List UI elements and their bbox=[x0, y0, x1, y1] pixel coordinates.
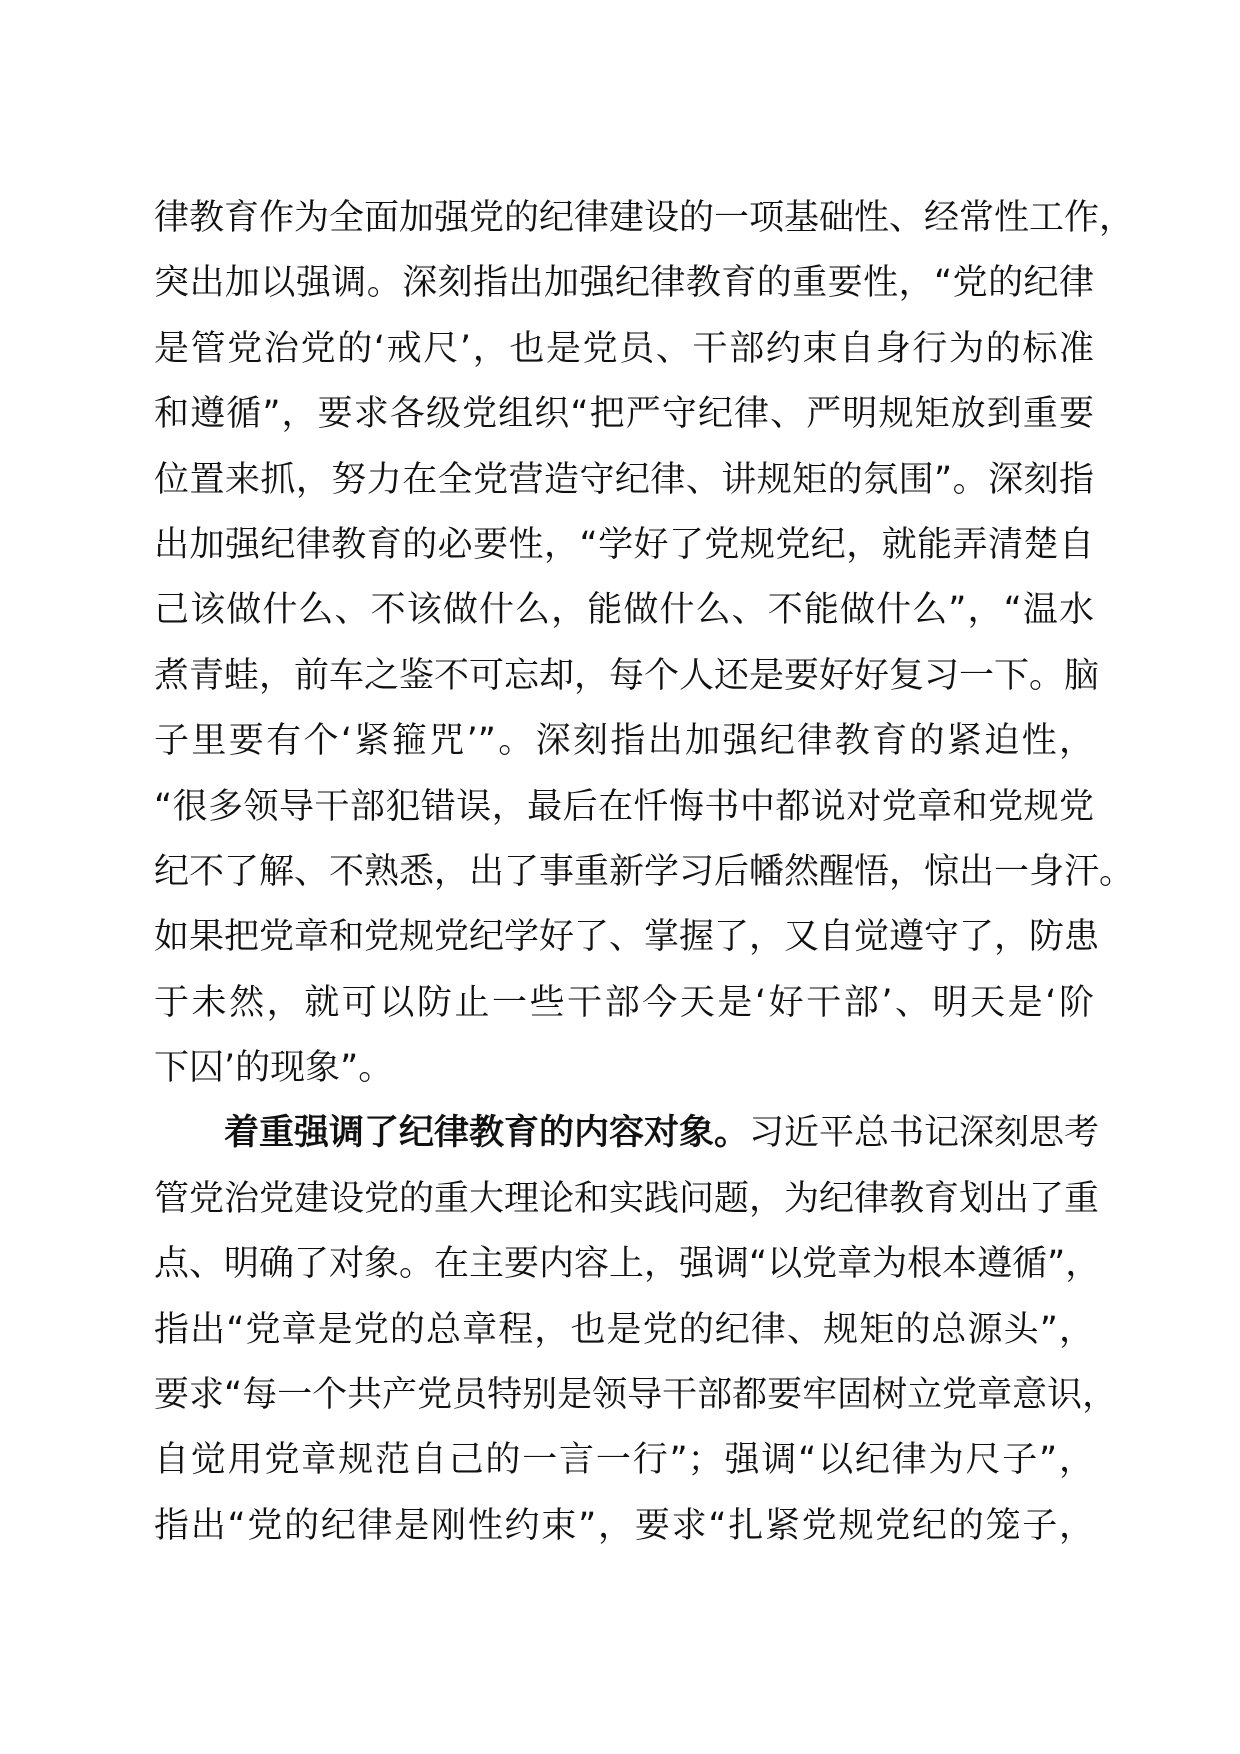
paragraph-discipline-importance bbox=[154, 186, 1135, 1101]
text-line: 子里要有个‘紧箍咒’”。深刻指出加强纪律教育的紧迫性， bbox=[154, 721, 1094, 762]
text-line: 如果把党章和党规党纪学好了、掌握了，又自觉遵守了，防患 bbox=[154, 917, 1100, 958]
heading-continuation: 习近平总书记深刻思考 bbox=[749, 1113, 1100, 1154]
text-line: 点、明确了对象。在主要内容上，强调“以党章为根本遵循”， bbox=[154, 1244, 1101, 1285]
text-line: 己该做什么、不该做什么，能做什么、不能做什么”，“温水 bbox=[154, 590, 1094, 631]
text-line: 要求“每一个共产党员特别是领导干部都要牢固树立党章意识， bbox=[154, 1375, 1118, 1416]
text-line: 于未然，就可以防止一些干部今天是‘好干部’、明天是‘阶 bbox=[154, 982, 1094, 1023]
text-line: 煮青蛙，前车之鉴不可忘却，每个人还是要好好复习一下。脑 bbox=[154, 655, 1100, 696]
paragraph-heading: 着重强调了纪律教育的内容对象。 bbox=[224, 1113, 750, 1154]
text-line: 自觉用党章规范自己的一言一行”；强调“以纪律为尺子”， bbox=[154, 1440, 1094, 1481]
paragraph-discipline-content bbox=[154, 1101, 1118, 1559]
text-line: 律教育作为全面加强党的纪律建设的一项基础性、经常性工作， bbox=[154, 198, 1135, 238]
document-body bbox=[154, 186, 1135, 1559]
text-line: 位置来抓，努力在全党营造守纪律、讲规矩的氛围”。深刻指 bbox=[154, 459, 1094, 500]
text-line: 指出“党章是党的总章程，也是党的纪律、规矩的总源头”， bbox=[154, 1309, 1094, 1350]
text-line: 指出“党的纪律是刚性约束”，要求“扎紧党规党纪的笼子， bbox=[154, 1505, 1094, 1546]
text-line: 和遵循”，要求各级党组织“把严守纪律、严明规矩放到重要 bbox=[154, 394, 1094, 435]
text-line: 突出加以强调。深刻指出加强纪律教育的重要性，“党的纪律 bbox=[154, 263, 1094, 304]
text-line: 纪不了解、不熟悉，出了事重新学习后幡然醒悟，惊出一身汗。 bbox=[154, 851, 1135, 892]
text-line: 是管党治党的‘戒尺’，也是党员、干部约束自身行为的标准 bbox=[154, 328, 1094, 369]
text-line: 管党治党建设党的重大理论和实践问题，为纪律教育划出了重 bbox=[154, 1178, 1100, 1219]
text-line: “很多领导干部犯错误，最后在忏悔书中都说对党章和党规党 bbox=[154, 786, 1094, 827]
text-line: 下囚’的现象”。 bbox=[154, 1048, 394, 1089]
text-line: 出加强纪律教育的必要性，“学好了党规党纪，就能弄清楚自 bbox=[154, 524, 1094, 565]
text-line-first bbox=[154, 1101, 1100, 1166]
